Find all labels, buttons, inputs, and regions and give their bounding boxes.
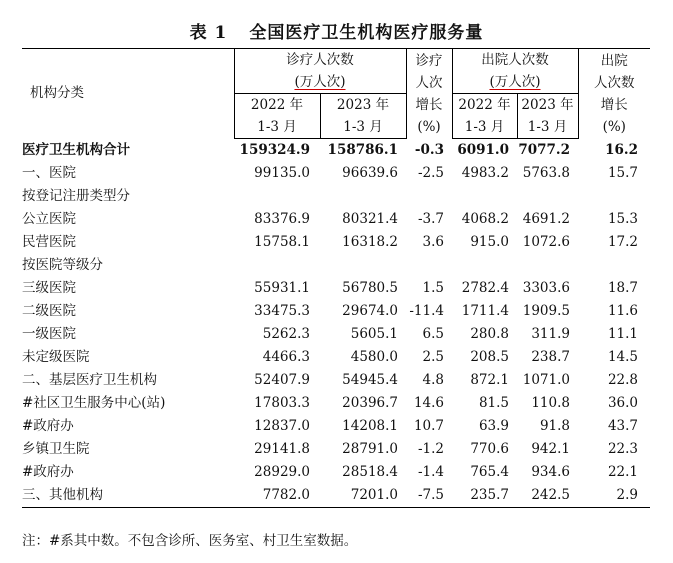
cell-visits-growth bbox=[406, 254, 452, 277]
table-row-ungraded bbox=[22, 346, 650, 369]
row-label: 一、医院 bbox=[22, 165, 76, 181]
header-discharge-growth-line1: 出院 bbox=[600, 52, 628, 69]
cell-visits-2023: 16318.2 bbox=[342, 234, 398, 250]
table-row-township-centers bbox=[22, 438, 650, 461]
header-discharge-unit: (万人次) bbox=[489, 74, 541, 90]
cell-visits-2022: 7782.0 bbox=[234, 484, 320, 508]
row-label: 三级医院 bbox=[22, 280, 76, 296]
cell-discharge-2023: 5763.8 bbox=[522, 165, 570, 181]
table-row-total bbox=[22, 139, 650, 163]
cell-visits-2023: 54945.4 bbox=[342, 372, 398, 388]
cell-visits-2023: 4580.0 bbox=[350, 349, 398, 365]
cell-visits-growth: -1.4 bbox=[417, 464, 444, 480]
table-row-community-centers bbox=[22, 392, 650, 415]
cell-visits-2023: 56780.5 bbox=[342, 280, 398, 296]
header-visits-label: 诊疗人次数 bbox=[286, 52, 354, 68]
cell-visits-growth: -1.2 bbox=[417, 441, 444, 457]
cell-visits-growth: 10.7 bbox=[413, 418, 444, 434]
header-visits-2022 bbox=[234, 94, 320, 139]
header-visits-growth-line4: (%) bbox=[417, 118, 441, 135]
cell-discharge-2023: 242.5 bbox=[517, 484, 578, 508]
header-visits-growth-line1: 诊疗 bbox=[415, 52, 443, 69]
header-discharge-2023 bbox=[517, 94, 578, 139]
cell-visits-2022 bbox=[234, 185, 320, 208]
header-discharge-2022 bbox=[452, 94, 517, 139]
header-visits-growth-line3: 增长 bbox=[415, 96, 443, 113]
header-discharge-growth-line3: 增长 bbox=[600, 96, 628, 113]
cell-discharge-growth bbox=[578, 254, 650, 277]
cell-discharge-growth: 14.5 bbox=[607, 349, 638, 365]
header-discharge-group bbox=[452, 49, 578, 94]
cell-discharge-2022: 63.9 bbox=[478, 418, 509, 434]
row-label: 二级医院 bbox=[22, 303, 76, 319]
cell-discharge-2023: 238.7 bbox=[531, 349, 570, 365]
cell-discharge-growth: 43.7 bbox=[607, 418, 638, 434]
header-discharge-2022-months: 1-3 月 bbox=[464, 119, 505, 135]
table-row-by-grade bbox=[22, 254, 650, 277]
cell-discharge-growth: 2.9 bbox=[578, 484, 650, 508]
cell-discharge-growth: 36.0 bbox=[607, 395, 638, 411]
cell-discharge-growth: 15.3 bbox=[607, 211, 638, 227]
cell-discharge-growth: 22.1 bbox=[607, 464, 638, 480]
table-row-by-registration bbox=[22, 185, 650, 208]
header-discharge-2022-year: 2022 年 bbox=[458, 97, 511, 113]
cell-discharge-2023: 7077.2 bbox=[518, 142, 570, 158]
cell-visits-2022: 83376.9 bbox=[254, 211, 310, 227]
cell-discharge-2023: 934.6 bbox=[531, 464, 570, 480]
cell-visits-2022: 17803.3 bbox=[254, 395, 310, 411]
header-visits-2023-months: 1-3 月 bbox=[343, 119, 383, 135]
cell-discharge-2022: 4983.2 bbox=[461, 165, 509, 181]
table-row-tier3 bbox=[22, 277, 650, 300]
cell-visits-growth: 2.5 bbox=[422, 349, 444, 365]
row-label: 乡镇卫生院 bbox=[22, 441, 90, 457]
cell-visits-2023: 28791.0 bbox=[342, 441, 398, 457]
cell-discharge-growth: 17.2 bbox=[607, 234, 638, 250]
row-label: 按登记注册类型分 bbox=[22, 188, 130, 204]
cell-discharge-2023: 4691.2 bbox=[522, 211, 570, 227]
cell-discharge-2022: 208.5 bbox=[470, 349, 509, 365]
cell-visits-2023: 80321.4 bbox=[342, 211, 398, 227]
cell-visits-growth: 3.6 bbox=[422, 234, 444, 250]
cell-discharge-2022: 2782.4 bbox=[461, 280, 509, 296]
header-category: 机构分类 bbox=[22, 49, 234, 139]
cell-discharge-2022 bbox=[452, 254, 517, 277]
cell-visits-2023: 158786.1 bbox=[327, 142, 398, 158]
cell-discharge-2022: 915.0 bbox=[470, 234, 509, 250]
table-row-private-hospitals bbox=[22, 231, 650, 254]
cell-discharge-2022: 4068.2 bbox=[461, 211, 509, 227]
row-label: 民营医院 bbox=[22, 234, 76, 250]
cell-discharge-2022: 872.1 bbox=[470, 372, 509, 388]
row-label: #社区卫生服务中心(站) bbox=[22, 395, 166, 411]
cell-discharge-growth: 16.2 bbox=[605, 141, 638, 158]
row-label: 医疗卫生机构合计 bbox=[22, 141, 130, 158]
row-label: 未定级医院 bbox=[22, 349, 90, 365]
table-row-hospitals bbox=[22, 162, 650, 185]
table-row-township-govt bbox=[22, 461, 650, 484]
header-visits-2023-year: 2023 年 bbox=[336, 97, 390, 113]
header-discharge-2023-months: 1-3 月 bbox=[527, 119, 568, 135]
cell-discharge-2022: 765.4 bbox=[470, 464, 509, 480]
row-label: 公立医院 bbox=[22, 211, 76, 227]
cell-discharge-2022: 235.7 bbox=[452, 484, 517, 508]
header-visits-2023 bbox=[320, 94, 406, 139]
cell-visits-growth: -7.5 bbox=[406, 484, 452, 508]
row-label: 二、基层医疗卫生机构 bbox=[22, 372, 157, 388]
cell-visits-2023: 7201.0 bbox=[320, 484, 406, 508]
cell-visits-2023: 96639.6 bbox=[342, 165, 398, 181]
cell-discharge-2022: 280.8 bbox=[470, 326, 509, 342]
cell-visits-growth: -0.3 bbox=[414, 141, 444, 158]
row-label: #政府办 bbox=[22, 464, 74, 480]
cell-visits-growth: 4.8 bbox=[422, 372, 444, 388]
header-visits-2022-months: 1-3 月 bbox=[257, 119, 297, 135]
cell-discharge-2023 bbox=[517, 185, 578, 208]
cell-visits-2022 bbox=[234, 254, 320, 277]
cell-visits-2022: 99135.0 bbox=[254, 165, 310, 181]
cell-discharge-2023: 1071.0 bbox=[522, 372, 570, 388]
row-label: 三、其他机构 bbox=[22, 484, 234, 508]
cell-discharge-growth bbox=[578, 185, 650, 208]
header-discharge-growth-line2: 人次数 bbox=[594, 74, 635, 91]
cell-visits-2022: 4466.3 bbox=[262, 349, 310, 365]
cell-visits-2022: 55931.1 bbox=[254, 280, 310, 296]
cell-visits-2022: 15758.1 bbox=[254, 234, 310, 250]
cell-discharge-2023: 311.9 bbox=[531, 326, 570, 342]
header-visits-growth bbox=[406, 49, 452, 139]
cell-discharge-2022 bbox=[452, 185, 517, 208]
table-title-text: 全国医疗卫生机构医疗服务量 bbox=[249, 23, 484, 43]
cell-discharge-growth: 22.8 bbox=[607, 372, 638, 388]
table-title bbox=[0, 18, 673, 43]
cell-discharge-growth: 15.7 bbox=[607, 165, 638, 181]
table-row-other bbox=[22, 484, 650, 508]
cell-discharge-growth: 11.1 bbox=[607, 326, 638, 342]
cell-visits-2022: 29141.8 bbox=[254, 441, 310, 457]
header-discharge-growth-line4: (%) bbox=[602, 118, 626, 135]
header-visits-group bbox=[234, 49, 406, 94]
cell-visits-2023 bbox=[320, 185, 406, 208]
row-label: 一级医院 bbox=[22, 326, 76, 342]
cell-visits-growth: 14.6 bbox=[413, 395, 444, 411]
cell-discharge-2023: 110.8 bbox=[531, 395, 570, 411]
table-row-public-hospitals bbox=[22, 208, 650, 231]
table-row-primary-care bbox=[22, 369, 650, 392]
row-label: #政府办 bbox=[22, 418, 74, 434]
cell-discharge-2023: 3303.6 bbox=[522, 280, 570, 296]
cell-visits-2022: 33475.3 bbox=[254, 303, 310, 319]
cell-visits-growth: 1.5 bbox=[422, 280, 444, 296]
header-discharge-label: 出院人次数 bbox=[481, 52, 549, 68]
cell-visits-2023: 28518.4 bbox=[342, 464, 398, 480]
cell-visits-2023: 29674.0 bbox=[342, 303, 398, 319]
table-row-tier1 bbox=[22, 323, 650, 346]
cell-visits-growth: 6.5 bbox=[422, 326, 444, 342]
table-row-tier2 bbox=[22, 300, 650, 323]
cell-discharge-growth: 18.7 bbox=[607, 280, 638, 296]
cell-discharge-growth: 11.6 bbox=[607, 303, 638, 319]
cell-discharge-2022: 6091.0 bbox=[457, 142, 509, 158]
cell-visits-2023: 20396.7 bbox=[342, 395, 398, 411]
cell-visits-2022: 52407.9 bbox=[254, 372, 310, 388]
medical-service-table bbox=[22, 48, 650, 508]
cell-visits-2022: 12837.0 bbox=[254, 418, 310, 434]
cell-visits-2023: 5605.1 bbox=[350, 326, 398, 342]
header-visits-2022-year: 2022 年 bbox=[250, 97, 304, 113]
cell-visits-growth: -11.4 bbox=[409, 303, 444, 319]
header-discharge-growth bbox=[578, 49, 650, 139]
cell-discharge-2023: 91.8 bbox=[539, 418, 570, 434]
cell-discharge-2023: 1072.6 bbox=[522, 234, 570, 250]
cell-visits-growth bbox=[406, 185, 452, 208]
header-discharge-2023-year: 2023 年 bbox=[521, 97, 574, 113]
header-visits-growth-line2: 人次 bbox=[415, 74, 443, 91]
cell-discharge-2022: 770.6 bbox=[470, 441, 509, 457]
cell-discharge-growth: 22.3 bbox=[607, 441, 638, 457]
table-row-community-govt bbox=[22, 415, 650, 438]
cell-discharge-2023: 942.1 bbox=[531, 441, 570, 457]
cell-visits-growth: -2.5 bbox=[417, 165, 444, 181]
cell-discharge-2022: 81.5 bbox=[478, 395, 509, 411]
cell-visits-2022: 5262.3 bbox=[262, 326, 310, 342]
cell-visits-growth: -3.7 bbox=[417, 211, 444, 227]
cell-visits-2023 bbox=[320, 254, 406, 277]
table-number: 表 1 bbox=[189, 23, 228, 43]
cell-discharge-2022: 1711.4 bbox=[461, 303, 509, 319]
table-footnote: 注：#系其中数。不包含诊所、医务室、村卫生室数据。 bbox=[22, 533, 358, 549]
cell-discharge-2023: 1909.5 bbox=[522, 303, 570, 319]
row-label: 按医院等级分 bbox=[22, 257, 103, 273]
cell-visits-2023: 14208.1 bbox=[342, 418, 398, 434]
cell-visits-2022: 28929.0 bbox=[254, 464, 310, 480]
cell-visits-2022: 159324.9 bbox=[239, 142, 310, 158]
header-visits-unit: (万人次) bbox=[294, 74, 346, 90]
cell-discharge-2023 bbox=[517, 254, 578, 277]
